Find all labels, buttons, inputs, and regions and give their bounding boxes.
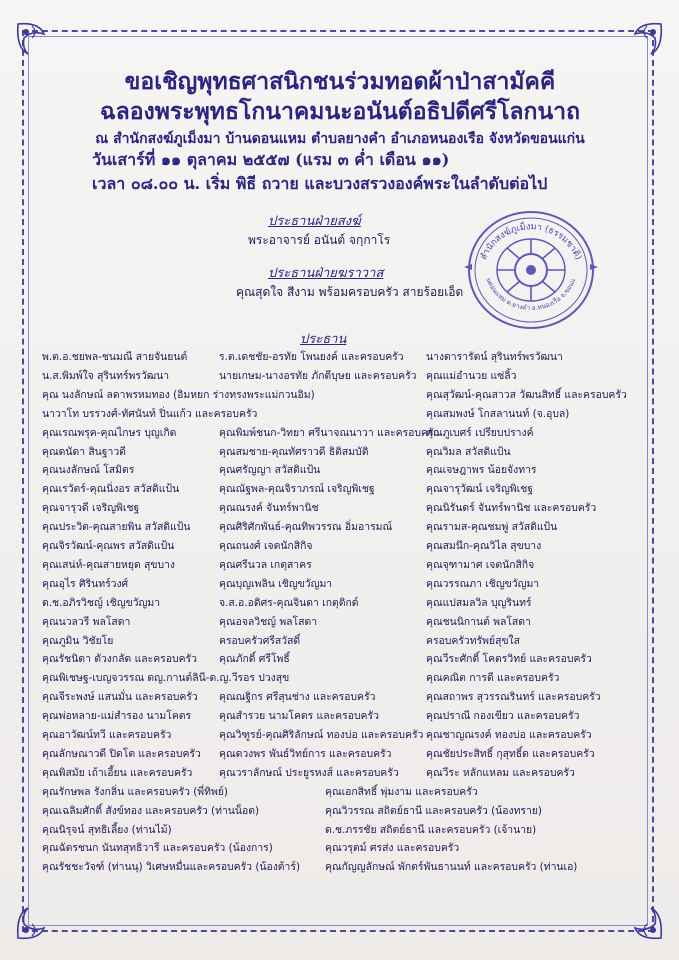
list-row (42, 518, 662, 536)
sponsor-name: คุณจารุวัฒน์ เจริญพิเชฐ (426, 483, 533, 496)
sponsor-name: คุณชาญณรงค์ ทองบ่อ และครอบครัว (426, 729, 592, 741)
sponsor-name: คุณวิฑูรย์-คุณศิริลักษณ์ ทองบ่อ และครอบครัว (219, 729, 424, 741)
sponsor-name: คุณวิวรรณ สถิตย์ธานี และครอบครัว (น้องทราย) (325, 804, 542, 817)
list-row (42, 688, 662, 706)
sponsor-name: คุณดนัดา สินฐาวดี (42, 445, 126, 458)
sponsor-name: คุณรัชชะวัจฑ์ (ท่านนุ) วิเศษหมื่นและครอบครัว (น้องต้าร์) (42, 861, 301, 874)
sponsor-name: คุณภูมิน วิชัยโย (42, 634, 114, 647)
sponsor-name: คุณภักดิ์ ศรีโพธิ์ (219, 653, 290, 666)
list-row (42, 821, 662, 839)
temple-seal-stamp (462, 206, 600, 336)
sponsor-name: คุณวีระศักดิ์ โคตรวิทย์ และครอบครัว (426, 653, 592, 666)
sponsor-name: คุณปราณี กองเขียว และครอบครัว (426, 710, 580, 723)
seal-text: สำนักสงฆ์ภูเม็งมา (ธรรมชาติ) (479, 222, 583, 262)
sponsor-name: คุณสมพงษ์ โกสลานนท์ (จ.อุบล) (426, 407, 570, 420)
sponsor-name: คุณสุวัฒน์-คุณสาวส วัฒนสิทธิ์ และครอบครัว (426, 388, 627, 401)
sponsor-name: คุณวราลักษณ์ ประยูรหงส์ และครอบครัว (219, 766, 399, 779)
list-row (42, 405, 662, 423)
sponsor-name: คุณพ่อหลาย-แม่สำรอง นามโคตร (42, 710, 192, 723)
sponsor-name: นายเกษม-นางอรทัย ภักดีบุษย และครอบครัว (219, 369, 417, 382)
list-row (42, 632, 662, 650)
seal-bottom-text: นดอนแหม ต.ยางคำ อ.หนองเรือ จ.ขอนแ (484, 276, 578, 313)
lay-chair-name: คุณสุดใจ สีงาม พร้อมครอบครัว สายร้อยเอ็ด (236, 285, 464, 299)
sponsor-name: คุณสำรวย นามโคตร และครอบครัว (219, 710, 379, 723)
sponsor-name: คุณฉัตรชนก นันทสุทธิวารี และครอบครัว (น้องการ) (42, 842, 273, 855)
sponsor-name: คุณลักษณาวดี ปิดโต และครอบครัว (42, 747, 201, 760)
sponsor-name: คุณเฉลิมศักดิ์ สังข์ทอง และครอบครัว (ท่านน็อต) (42, 804, 260, 817)
sponsor-name: คุณแปสมลวิล บุญรินทร์ (426, 596, 532, 609)
sponsor-name: คุณเรวัตร์-คุณนิ่งอร สวัสดิแป้น (42, 483, 180, 496)
corner-ornament-icon (615, 20, 665, 70)
clergy-chair-label: ประธานฝ่ายสงฆ์ (268, 214, 361, 229)
sponsor-name: คุณรัชนิดา ตัวงกลัด และครอบครัว (42, 653, 197, 666)
list-row (42, 348, 662, 366)
event-location: ณ สำนักสงฆ์ภูเม็งมา บ้านดอนแหม ตำบลยางคำ อำเภอหนองเรือ จังหวัดขอนแก่น (95, 131, 585, 147)
lay-chair-label: ประธานฝ่ายฆราวาส (268, 266, 384, 281)
sponsor-name: ร.ต.เดชชัย-อรทัย โพนยงค์ และครอบครัว (219, 351, 404, 363)
sponsor-name: คุณเอกสิทธิ์ พุ่มงาม และครอบครัว (325, 785, 478, 798)
sponsor-name: คุณนิรุจน์ สุทธิเลี้ยง (ท่านไม้) (42, 823, 172, 836)
sponsor-name: คุณถนงศ์ เจตนักสิกิจ (219, 540, 313, 552)
sponsor-name: คุณณฐิกร ศรีสุนช่าง และครอบครัว (219, 691, 376, 704)
sponsor-name: ด.ช.อภิรวิชญ์ เชิญขวัญมา (42, 596, 161, 609)
sponsor-name: คุณณัฐพล-คุณจิราภรณ์ เจริญพิเชฐ (219, 483, 375, 496)
list-row (42, 669, 662, 687)
sponsor-name: น.ส.พิมพ์ใจ สุรินทร์พรวัฒนา (42, 369, 170, 382)
list-row (42, 386, 662, 404)
clergy-chair-name: พระอาจารย์ อนันต์ จกฺกาโร (248, 233, 391, 247)
list-row (42, 461, 662, 479)
list-row (42, 726, 662, 744)
list-row (42, 858, 662, 876)
sponsor-name: ครอบครัวศรีสวัสดิ์ (219, 634, 301, 647)
list-row (42, 424, 662, 442)
sponsor-name: คุณจุฑามาศ เจตนักสิกิจ (426, 558, 535, 571)
list-row (42, 613, 662, 631)
list-row (42, 783, 662, 801)
sponsor-name: คุณอุไร ศิรินทร์วงศ์ (42, 577, 129, 590)
sponsor-name: คุณชัยประสิทธิ์ กุสุทธิ์ด และครอบครัว (426, 747, 595, 760)
list-row (42, 499, 662, 517)
list-row (42, 764, 662, 782)
corner-ornament-icon (14, 892, 64, 942)
sponsor-name: คุณศิริศักพันธ์-คุณทิพวรรณ อิ่มอารมณ์ (219, 521, 393, 534)
event-time: เวลา ๐๘.๐๐ น. เริ่ม พิธี ถวาย และบวงสรวงองค์พระในลำดับต่อไป (92, 174, 548, 193)
event-date: วันเสาร์ที่ ๑๑ ตุลาคม ๒๕๕๗ (แรม ๓ ค่ำ เดือน ๑๑) (92, 150, 450, 169)
sponsor-name: คุณเสน่ห์-คุณสายหยุด สุขบาง (42, 558, 175, 571)
sponsor-name: คุณวรรณภา เชิญขวัญมา (426, 577, 540, 590)
sponsor-name: คุณสถาพร สุวรรณรินทร์ และครอบครัว (426, 691, 601, 704)
sponsor-name: คุณบุญเพลิน เชิญขวัญมา (219, 577, 333, 590)
sponsor-name: คุณจิรวัฒน์-คุณพร สวัสดิแป้น (42, 540, 175, 552)
list-row (42, 594, 662, 612)
sponsor-name: คุณอจลวิชญ์ พลโสดา (219, 615, 318, 628)
list-row (42, 556, 662, 574)
sponsor-name: คุณคณิต การดี และครอบครัว (426, 672, 560, 685)
sponsor-name: คุณสมนึก-คุณวิไล สุขบาง (426, 540, 542, 552)
sponsor-name: คุณศรีนวล เกตุสาคร (219, 558, 312, 571)
sponsor-name: คุณพิมพ์ชนก-วิทยา ศรีนาจณนาวา และครอบครัว (219, 426, 440, 439)
sponsor-name: นางดารารัตน์ สุรินทร์พรวัฒนา (426, 351, 563, 363)
sponsor-name: คุณสมชาย-คุณทัศราวดี ธิติสมบัติ (219, 445, 369, 458)
sponsor-name: คุณอาวัฒน์ทวี และครอบครัว (42, 729, 172, 741)
sponsor-name: คุณพิสมัย เถ้าเอี้ยน และครอบครัว (42, 766, 193, 779)
sponsor-name: คุณวิมล สวัสดิแป้น (426, 445, 511, 458)
sponsor-name: คุณรามส-คุณชมพู่ สวัสดิแป้น (426, 521, 558, 534)
sponsor-name: คุณนวลวรี พลโสดา (42, 615, 131, 628)
sponsor-name: คุณวรุตม์ ศรส่ง และครอบครัว (325, 842, 460, 855)
sponsor-name: ครอบครัวทรัพย์สุขใส (426, 634, 520, 647)
corner-ornament-icon (615, 892, 665, 942)
list-row (42, 480, 662, 498)
list-row (42, 745, 662, 763)
list-row (42, 443, 662, 461)
list-row (42, 650, 662, 668)
sponsor-name: คุณภูเบศร์ เปรียบปรางค์ (426, 426, 534, 439)
sponsor-name: คุณเจษฎาพร น้อยจังทาร (426, 464, 537, 477)
sponsor-name: คุณชนนิกานต์ พลโสดา (426, 615, 531, 628)
sponsor-name: คุณแม่อำนวย แซ่ลิ้ว (426, 369, 517, 382)
sponsor-name: คุณวีระ หลักแหลม และครอบครัว (426, 766, 575, 779)
sponsor-name: คุณนิรันดร์ จันทร์พานิช และครอบครัว (426, 502, 597, 515)
list-row (42, 707, 662, 725)
list-row (42, 802, 662, 820)
sponsor-name: คุณพิเชษฐ-เบญจวรรณ ดญ.กานต์ลินี-ด.ญ.วีรอร ปวงสุข (42, 672, 290, 685)
sponsor-name: พ.ต.อ.ชยพล-ชนมณี สายจันยนต์ (42, 351, 188, 363)
sponsor-name: คุณดวงพร พันธ์วิทย์การ และครอบครัว (219, 747, 392, 760)
corner-ornament-icon (14, 20, 64, 70)
sponsor-name: ด.ช.ภรรชัย สถิตย์ธานี และครอบครัว (เจ้านาย) (325, 823, 537, 836)
main-title-line-2: ฉลองพระพุทธโกนาคมนะอนันต์อธิปดีศรีโลกนาถ (99, 98, 581, 125)
sponsor-name: นาวาโท บรรวงศ์-ทัศนันท์ ปิ่นแก้ว และครอบครัว (42, 407, 258, 420)
sponsor-name: คุณรักษพล รังกลิ่น และครอบครัว (พี่ทิพย์) (42, 785, 228, 798)
list-row (42, 537, 662, 555)
sponsor-name: คุณกัญญลักษณ์ พักตร์พันธานนท์ และครอบครัว (ท่านเอ) (325, 861, 578, 874)
sponsor-name: คุณเรณพรุค-คุณไกษร บุญเกิด (42, 426, 177, 439)
main-title-line-1: ขอเชิญพุทธศาสนิกชนร่วมทอดผ้าป่าสามัคคี (124, 68, 556, 95)
sponsor-name: คุณประวิต-คุณสายพิน สวัสดิแป้น (42, 521, 191, 534)
sponsor-name: คุณจีระพงษ์ แสนมั่น และครอบครัว (42, 691, 198, 704)
list-row (42, 575, 662, 593)
sponsor-name: คุณนงลักษณ์ โสมิตร (42, 464, 135, 477)
sponsor-name: คุณศรัญญา สวัสดิแป้น (219, 464, 321, 477)
sponsor-name: คุณ นงลักษณ์ ลดาพรหมทอง (อิมหยก ร่างทรงพระแม่กวนอิม) (42, 388, 315, 401)
sponsor-name: คุณณรงค์ จันทร์พานิช (219, 502, 319, 515)
list-row (42, 839, 662, 857)
sponsor-list-title: ประธาน (300, 332, 347, 347)
sponsor-name: จ.ส.อ.อดิศร-คุณจินดา เกตุติกด์ (219, 596, 359, 609)
sponsor-name: คุณจารุวดี เจริญพิเชฐ (42, 502, 140, 515)
list-row (42, 367, 662, 385)
